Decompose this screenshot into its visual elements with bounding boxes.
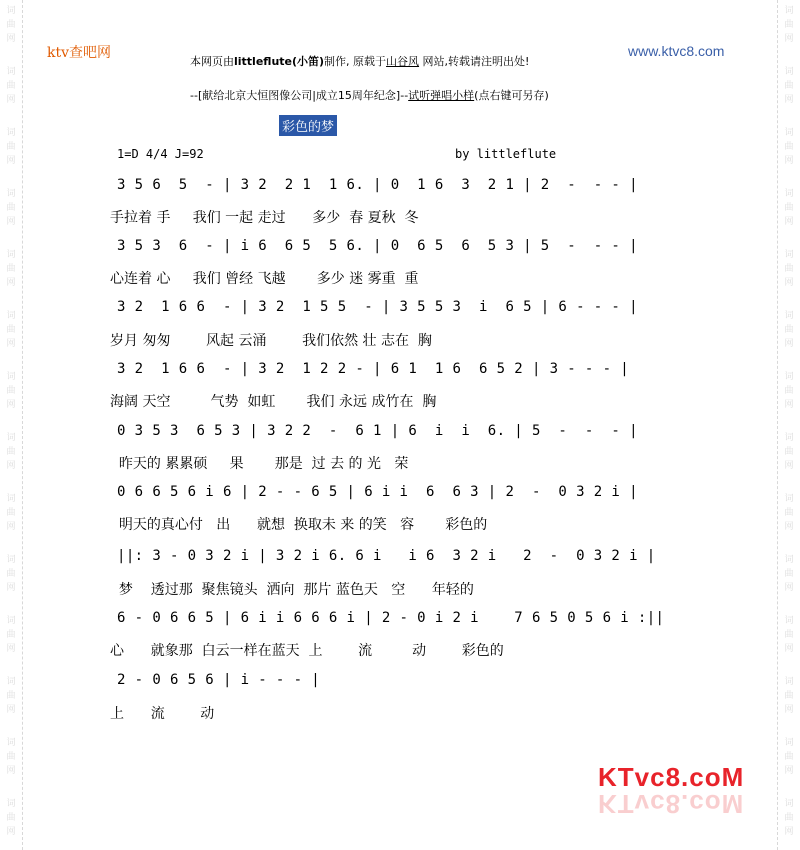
watermark-char: 网 [784, 766, 794, 776]
watermark-char: 网 [784, 34, 794, 44]
watermark-char: 词 [784, 494, 794, 504]
notation-row: 2 - 0 6 5 6 | i - - - | [117, 672, 321, 688]
watermark-char: 曲 [784, 264, 794, 274]
watermark-char: 词 [6, 311, 16, 321]
watermark-char: 曲 [6, 20, 16, 30]
watermark-char: 曲 [6, 325, 16, 335]
site-name[interactable]: ktv查吧网 [47, 45, 112, 61]
watermark-char: 网 [6, 705, 16, 715]
watermark-char: 网 [784, 522, 794, 532]
watermark-char: 词 [6, 250, 16, 260]
watermark-char: 曲 [6, 569, 16, 579]
watermark-char: 网 [784, 827, 794, 837]
notation-row: 3 5 3 6 - | i 6 6 5 5 6. | 0 6 5 6 5 3 | 5 - - - | [117, 238, 638, 254]
watermark-char: 曲 [784, 203, 794, 213]
watermark-char: 曲 [784, 325, 794, 335]
watermark-char: 词 [6, 433, 16, 443]
watermark-char: 词 [784, 189, 794, 199]
watermark-char: 词 [6, 616, 16, 626]
dedication-line [190, 87, 549, 103]
notation-row: 3 2 1 6 6 - | 3 2 1 2 2 - | 6 1 1 6 6 5 2 | 3 - - - | [117, 361, 630, 377]
watermark-char: 词 [784, 6, 794, 16]
lyric-row: 岁月 匆匆 风起 云涌 我们依然 壮 志在 胸 [110, 333, 432, 349]
watermark-char: 网 [6, 217, 16, 227]
watermark-char: 网 [6, 644, 16, 654]
watermark-char: 网 [784, 644, 794, 654]
watermark-char: 词 [784, 311, 794, 321]
notation-row: 3 5 6 5 - | 3 2 2 1 1 6. | 0 1 6 3 2 1 | 2 - - - | [117, 177, 638, 193]
watermark-char: 网 [6, 400, 16, 410]
credit-prefix: 本网页由 [190, 55, 234, 68]
watermark-char: 网 [784, 583, 794, 593]
watermark-char: 网 [784, 278, 794, 288]
watermark-char: 曲 [784, 691, 794, 701]
song-title: 彩色的梦 [279, 115, 337, 136]
watermark-char: 曲 [784, 752, 794, 762]
watermark-char: 词 [784, 799, 794, 809]
dedication-note: (点右键可另存) [474, 89, 549, 102]
key-signature: 1=D 4/4 J=92 [117, 147, 204, 161]
notation-row: 0 3 5 3 6 5 3 | 3 2 2 - 6 1 | 6 i i 6. | 5 - - - | [117, 423, 638, 439]
watermark-char: 网 [784, 95, 794, 105]
watermark-char: 词 [784, 67, 794, 77]
lyric-row: 上 流 动 [110, 706, 215, 722]
credit-middle: 制作, 原载于 [324, 55, 387, 68]
watermark-char: 网 [6, 583, 16, 593]
watermark-char: 词 [784, 738, 794, 748]
watermark-char: 曲 [784, 20, 794, 30]
site-url[interactable]: www.ktvc8.com [628, 43, 725, 59]
site-logo-reflection: KTvc8.coM [598, 789, 745, 819]
watermark-char: 网 [784, 461, 794, 471]
watermark-char: 网 [6, 827, 16, 837]
demo-audio-link[interactable]: 试听弹唱小样 [408, 89, 475, 102]
watermark-char: 词 [6, 555, 16, 565]
watermark-char: 网 [784, 156, 794, 166]
watermark-char: 词 [6, 738, 16, 748]
watermark-char: 网 [6, 156, 16, 166]
watermark-char: 网 [6, 461, 16, 471]
watermark-char: 网 [6, 339, 16, 349]
watermark-char: 网 [784, 705, 794, 715]
watermark-char: 网 [784, 339, 794, 349]
watermark-char: 曲 [6, 691, 16, 701]
credit-suffix: 网站,转载请注明出处! [419, 55, 530, 68]
watermark-char: 网 [6, 766, 16, 776]
credit-author: littleflute(小笛) [234, 55, 325, 68]
watermark-char: 曲 [6, 508, 16, 518]
right-watermark-strip [777, 0, 800, 850]
watermark-char: 词 [784, 616, 794, 626]
source-link[interactable]: 山谷风 [386, 55, 420, 68]
watermark-char: 网 [6, 278, 16, 288]
notation-row: ||: 3 - 0 3 2 i | 3 2 i 6. 6 i i 6 3 2 i 2 - 0 3 2 i | [117, 548, 656, 564]
watermark-char: 词 [6, 6, 16, 16]
watermark-char: 网 [6, 522, 16, 532]
notation-row: 6 - 0 6 6 5 | 6 i i 6 6 6 i | 2 - 0 i 2 i 7 6 5 0 5 6 i :|| [117, 610, 665, 626]
watermark-char: 曲 [6, 142, 16, 152]
watermark-char: 曲 [6, 264, 16, 274]
watermark-char: 网 [6, 95, 16, 105]
arranger-credit: by littleflute [455, 147, 557, 161]
watermark-char: 词 [6, 372, 16, 382]
watermark-char: 词 [784, 250, 794, 260]
watermark-char: 曲 [784, 81, 794, 91]
watermark-char: 词 [784, 433, 794, 443]
watermark-char: 词 [6, 494, 16, 504]
dedication-text: --[献给北京大恒图像公司|成立15周年纪念]-- [190, 89, 409, 102]
watermark-char: 曲 [784, 386, 794, 396]
watermark-char: 词 [784, 677, 794, 687]
watermark-char: 网 [784, 400, 794, 410]
watermark-char: 曲 [6, 203, 16, 213]
watermark-char: 曲 [6, 386, 16, 396]
watermark-char: 词 [6, 189, 16, 199]
lyric-row: 手拉着 手 我们 一起 走过 多少 春 夏秋 冬 [110, 210, 419, 226]
watermark-char: 曲 [6, 630, 16, 640]
lyric-row: 昨天的 累累硕 果 那是 过 去 的 光 荣 [110, 456, 409, 472]
watermark-char: 词 [6, 67, 16, 77]
watermark-char: 曲 [6, 447, 16, 457]
watermark-char: 词 [6, 128, 16, 138]
credit-line [190, 53, 529, 69]
watermark-char: 曲 [784, 142, 794, 152]
lyric-row: 心 就象那 白云一样在蓝天 上 流 动 彩色的 [110, 643, 504, 659]
watermark-char: 网 [784, 217, 794, 227]
watermark-char: 词 [784, 555, 794, 565]
left-watermark-strip [0, 0, 23, 850]
lyric-row: 心连着 心 我们 曾经 飞越 多少 迷 雾重 重 [110, 271, 419, 287]
notation-row: 0 6 6 5 6 i 6 | 2 - - 6 5 | 6 i i 6 6 3 | 2 - 0 3 2 i | [117, 484, 638, 500]
notation-row: 3 2 1 6 6 - | 3 2 1 5 5 - | 3 5 5 3 i 6 5 | 6 - - - | [117, 299, 638, 315]
watermark-char: 词 [6, 799, 16, 809]
watermark-char: 曲 [784, 630, 794, 640]
watermark-char: 网 [6, 34, 16, 44]
watermark-char: 曲 [6, 81, 16, 91]
watermark-char: 曲 [784, 447, 794, 457]
lyric-row: 海阔 天空 气势 如虹 我们 永远 成竹在 胸 [110, 394, 437, 410]
watermark-char: 曲 [784, 813, 794, 823]
watermark-char: 曲 [784, 508, 794, 518]
lyric-row: 明天的真心付 出 就想 换取未 来 的笑 容 彩色的 [110, 517, 488, 533]
watermark-char: 曲 [6, 813, 16, 823]
site-logo[interactable]: KTvc8.coM [598, 762, 745, 792]
lyric-row: 梦 透过那 聚焦镜头 洒向 那片 蓝色天 空 年轻的 [110, 582, 474, 598]
watermark-char: 曲 [784, 569, 794, 579]
watermark-char: 曲 [6, 752, 16, 762]
watermark-char: 词 [6, 677, 16, 687]
watermark-char: 词 [784, 128, 794, 138]
watermark-char: 词 [784, 372, 794, 382]
